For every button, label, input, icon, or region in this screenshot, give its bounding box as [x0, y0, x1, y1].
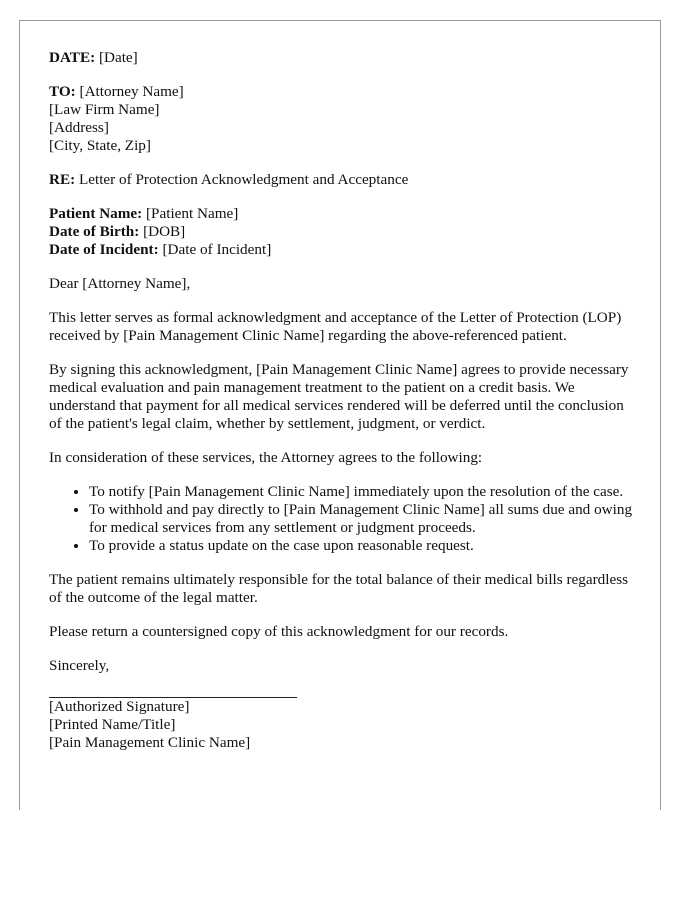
- date-label: DATE:: [49, 49, 96, 66]
- patient-name-value: [Patient Name]: [146, 205, 239, 222]
- authorized-signature: [Authorized Signature]: [49, 698, 190, 715]
- patient-name-line: [49, 205, 640, 223]
- list-item: • To withhold and pay directly to [Pain Management Clinic Name] all sums due and owing for medical services from any settlement or judgment proceeds.: [89, 501, 640, 537]
- paragraph-responsibility: The patient remains ultimately responsible for the total balance of their medical bills regardless of the outcome of the legal matter.: [49, 571, 629, 606]
- letter-page: [19, 20, 661, 810]
- attorney-obligations-list: [49, 483, 640, 555]
- patient-dob-line: [49, 223, 640, 241]
- list-item: • To provide a status update on the case upon reasonable request.: [89, 537, 640, 555]
- recipient-city: [City, State, Zip]: [49, 137, 151, 154]
- to-label: TO:: [49, 83, 76, 100]
- printed-name-title: [Printed Name/Title]: [49, 716, 176, 733]
- salutation: Dear [Attorney Name],: [49, 275, 191, 292]
- recipient-name-line: [49, 83, 640, 101]
- paragraph-return-request: Please return a countersigned copy of this acknowledgment for our records.: [49, 623, 509, 640]
- paragraph-consideration: In consideration of these services, the Attorney agrees to the following:: [49, 449, 483, 466]
- patient-dob-value: [DOB]: [143, 223, 186, 240]
- clinic-name: [Pain Management Clinic Name]: [49, 734, 251, 751]
- re-label: RE:: [49, 171, 76, 188]
- subject-value: Letter of Protection Acknowledgment and Acceptance: [78, 171, 409, 188]
- incident-date-line: [49, 241, 640, 259]
- date-value: [Date]: [98, 49, 138, 66]
- recipient-address: [Address]: [49, 119, 109, 136]
- paragraph-agreement: By signing this acknowledgment, [Pain Management Clinic Name] agrees to provide necessary medical evaluation and pain management treatment to the patient on a credit basis. We understand that payment for all medical services rendered will be deferred until the conclusion of the patient's legal claim, whether by settlement, judgment, or verdict.: [49, 361, 629, 432]
- paragraph-intro: This letter serves as formal acknowledgment and acceptance of the Letter of Protection (LOP) received by [Pain Management Clinic Name] regarding the above-referenced patient.: [49, 309, 622, 344]
- closing: Sincerely,: [49, 657, 110, 674]
- list-item: • To notify [Pain Management Clinic Name] immediately upon the resolution of the case.: [89, 483, 640, 501]
- incident-date-value: [Date of Incident]: [162, 241, 272, 258]
- patient-info-block: [49, 205, 640, 259]
- recipient-name: [Attorney Name]: [79, 83, 184, 100]
- date-line: [49, 49, 640, 67]
- recipient-firm: [Law Firm Name]: [49, 101, 160, 118]
- subject-line: [49, 171, 640, 189]
- signature-block: [49, 698, 640, 752]
- patient-name-label: Patient Name:: [49, 205, 143, 222]
- patient-dob-label: Date of Birth:: [49, 223, 140, 240]
- incident-date-label: Date of Incident:: [49, 241, 159, 258]
- recipient-block: [49, 83, 640, 155]
